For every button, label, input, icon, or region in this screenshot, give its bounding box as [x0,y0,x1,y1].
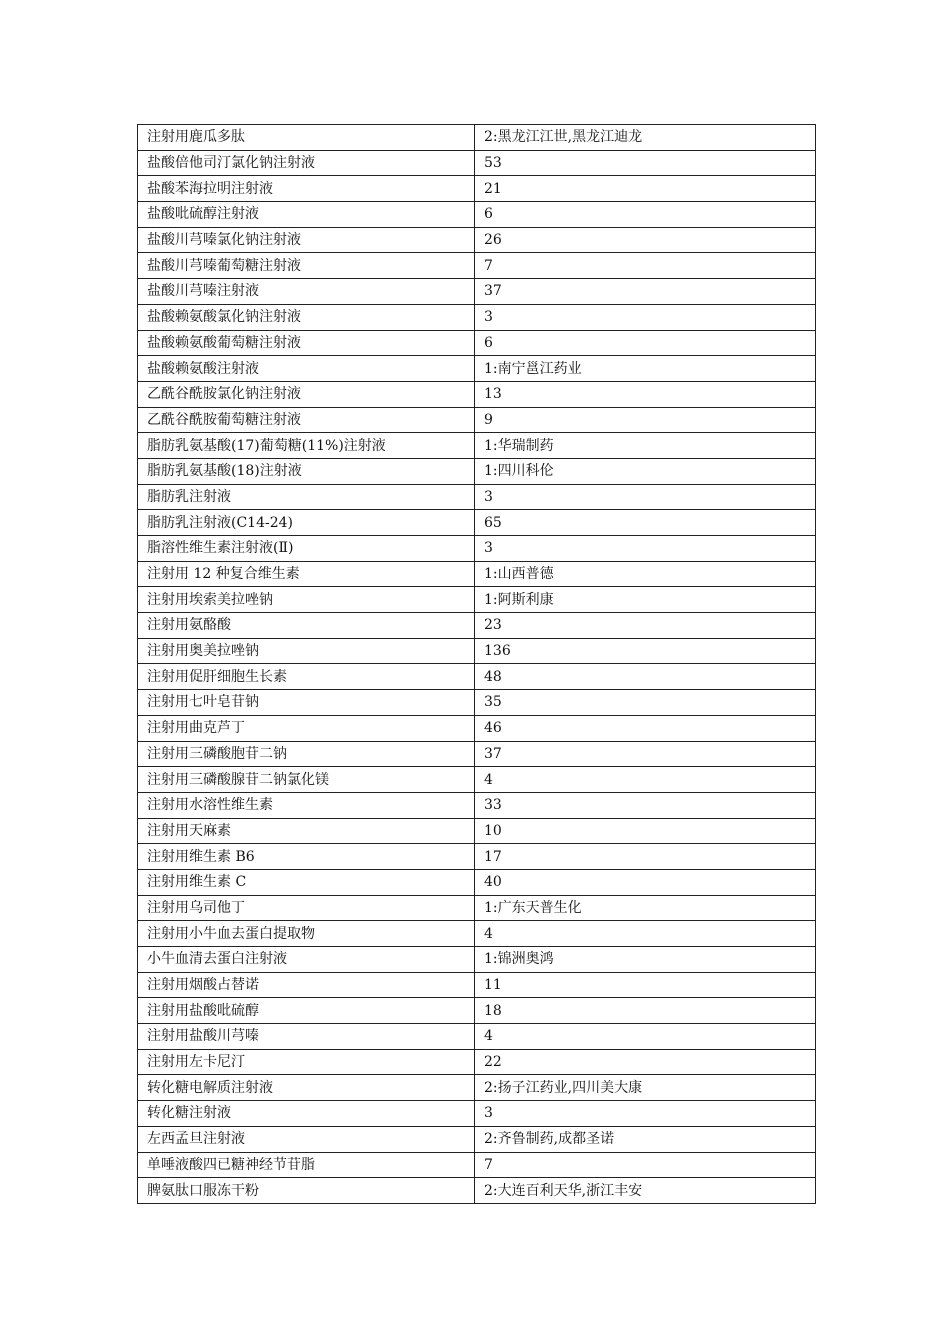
table-row [138,458,816,484]
drug-name-cell: 注射用天麻素 [138,818,475,844]
table-row [138,1101,816,1127]
table-row [138,664,816,690]
manufacturer-count-cell: 26 [475,227,816,253]
manufacturer-count-cell: 22 [475,1049,816,1075]
drug-name-cell: 注射用三磷酸腺苷二钠氯化镁 [138,767,475,793]
table-row [138,715,816,741]
drug-name-cell: 脂肪乳氨基酸(17)葡萄糖(11%)注射液 [138,433,475,459]
drug-name-cell: 注射用维生素 B6 [138,844,475,870]
drug-name-cell: 注射用埃索美拉唑钠 [138,587,475,613]
drug-name-cell: 注射用七叶皂苷钠 [138,690,475,716]
table-row [138,561,816,587]
table-row [138,690,816,716]
manufacturer-count-cell: 2:扬子江药业,四川美大康 [475,1075,816,1101]
manufacturer-count-cell: 33 [475,792,816,818]
table-row [138,150,816,176]
manufacturer-count-cell: 3 [475,1101,816,1127]
table-row [138,381,816,407]
table-row [138,844,816,870]
manufacturer-count-cell: 1:广东天普生化 [475,895,816,921]
drug-name-cell: 盐酸赖氨酸葡萄糖注射液 [138,330,475,356]
drug-name-cell: 乙酰谷酰胺葡萄糖注射液 [138,407,475,433]
drug-name-cell: 脂肪乳注射液(C14-24) [138,510,475,536]
table-row [138,587,816,613]
table-row [138,1049,816,1075]
manufacturer-count-cell: 1:四川科伦 [475,458,816,484]
manufacturer-count-cell: 3 [475,536,816,562]
drug-name-cell: 注射用水溶性维生素 [138,792,475,818]
table-row [138,1024,816,1050]
table-row [138,279,816,305]
manufacturer-count-cell: 2:齐鲁制药,成都圣诺 [475,1126,816,1152]
manufacturer-count-cell: 40 [475,869,816,895]
table-row [138,792,816,818]
manufacturer-count-cell: 17 [475,844,816,870]
drug-name-cell: 脂溶性维生素注射液(Ⅱ) [138,536,475,562]
drug-name-cell: 单唾液酸四已糖神经节苷脂 [138,1152,475,1178]
drug-name-cell: 注射用氨酪酸 [138,613,475,639]
manufacturer-count-cell: 13 [475,381,816,407]
manufacturer-count-cell: 37 [475,741,816,767]
table-row [138,176,816,202]
drug-name-cell: 左西孟旦注射液 [138,1126,475,1152]
manufacturer-count-cell: 53 [475,150,816,176]
drug-name-cell: 转化糖电解质注射液 [138,1075,475,1101]
manufacturer-count-cell: 48 [475,664,816,690]
manufacturer-count-cell: 1:阿斯利康 [475,587,816,613]
drug-name-cell: 注射用盐酸川芎嗪 [138,1024,475,1050]
drug-name-cell: 注射用维生素 C [138,869,475,895]
table-row [138,895,816,921]
table-row [138,947,816,973]
manufacturer-count-cell: 65 [475,510,816,536]
drug-name-cell: 注射用小牛血去蛋白提取物 [138,921,475,947]
manufacturer-count-cell: 4 [475,921,816,947]
manufacturer-count-cell: 4 [475,767,816,793]
manufacturer-count-cell: 35 [475,690,816,716]
table-row [138,484,816,510]
manufacturer-count-cell: 1:山西普德 [475,561,816,587]
table-row [138,1075,816,1101]
manufacturer-count-cell: 1:南宁邕江药业 [475,356,816,382]
manufacturer-count-cell: 2:大连百利天华,浙江丰安 [475,1178,816,1204]
manufacturer-count-cell: 1:锦洲奥鸿 [475,947,816,973]
drug-name-cell: 盐酸苯海拉明注射液 [138,176,475,202]
drug-name-cell: 盐酸赖氨酸注射液 [138,356,475,382]
manufacturer-count-cell: 2:黑龙江江世,黑龙江迪龙 [475,125,816,151]
drug-name-cell: 盐酸赖氨酸氯化钠注射液 [138,304,475,330]
manufacturer-count-cell: 3 [475,304,816,330]
manufacturer-count-cell: 46 [475,715,816,741]
table-row [138,356,816,382]
drug-name-cell: 注射用烟酸占替诺 [138,972,475,998]
table-row [138,510,816,536]
drug-name-cell: 注射用三磷酸胞苷二钠 [138,741,475,767]
drug-name-cell: 盐酸川芎嗪氯化钠注射液 [138,227,475,253]
drug-name-cell: 脂肪乳氨基酸(18)注射液 [138,458,475,484]
table-row [138,869,816,895]
manufacturer-count-cell: 37 [475,279,816,305]
table-row [138,741,816,767]
manufacturer-count-cell: 9 [475,407,816,433]
drug-name-cell: 小牛血清去蛋白注射液 [138,947,475,973]
table-row [138,1152,816,1178]
table-row [138,536,816,562]
drug-name-cell: 注射用促肝细胞生长素 [138,664,475,690]
drug-name-cell: 脾氨肽口服冻干粉 [138,1178,475,1204]
table-row [138,433,816,459]
table-row [138,1178,816,1204]
drug-name-cell: 乙酰谷酰胺氯化钠注射液 [138,381,475,407]
drug-name-cell: 注射用乌司他丁 [138,895,475,921]
drug-name-cell: 盐酸川芎嗪注射液 [138,279,475,305]
table-row [138,202,816,228]
drug-name-cell: 注射用曲克芦丁 [138,715,475,741]
drug-name-cell: 脂肪乳注射液 [138,484,475,510]
manufacturer-count-cell: 1:华瑞制药 [475,433,816,459]
drug-name-cell: 注射用盐酸吡硫醇 [138,998,475,1024]
table-row [138,407,816,433]
manufacturer-count-cell: 3 [475,484,816,510]
manufacturer-count-cell: 6 [475,202,816,228]
drug-name-cell: 注射用左卡尼汀 [138,1049,475,1075]
manufacturer-count-cell: 136 [475,638,816,664]
drug-name-cell: 注射用鹿瓜多肽 [138,125,475,151]
manufacturer-count-cell: 10 [475,818,816,844]
manufacturer-count-cell: 7 [475,1152,816,1178]
table-row [138,998,816,1024]
table-row [138,1126,816,1152]
manufacturer-count-cell: 18 [475,998,816,1024]
table-row [138,613,816,639]
drug-name-cell: 盐酸川芎嗪葡萄糖注射液 [138,253,475,279]
drug-name-cell: 转化糖注射液 [138,1101,475,1127]
drug-table [137,124,816,1204]
table-row [138,304,816,330]
table-row [138,125,816,151]
manufacturer-count-cell: 7 [475,253,816,279]
table-row [138,921,816,947]
drug-name-cell: 盐酸吡硫醇注射液 [138,202,475,228]
table-body [138,125,816,1204]
table-row [138,253,816,279]
manufacturer-count-cell: 4 [475,1024,816,1050]
drug-name-cell: 盐酸倍他司汀氯化钠注射液 [138,150,475,176]
table-row [138,638,816,664]
table-row [138,227,816,253]
manufacturer-count-cell: 6 [475,330,816,356]
table-row [138,818,816,844]
manufacturer-count-cell: 11 [475,972,816,998]
table-row [138,767,816,793]
manufacturer-count-cell: 23 [475,613,816,639]
manufacturer-count-cell: 21 [475,176,816,202]
drug-name-cell: 注射用 12 种复合维生素 [138,561,475,587]
table-row [138,330,816,356]
table-row [138,972,816,998]
drug-name-cell: 注射用奥美拉唑钠 [138,638,475,664]
